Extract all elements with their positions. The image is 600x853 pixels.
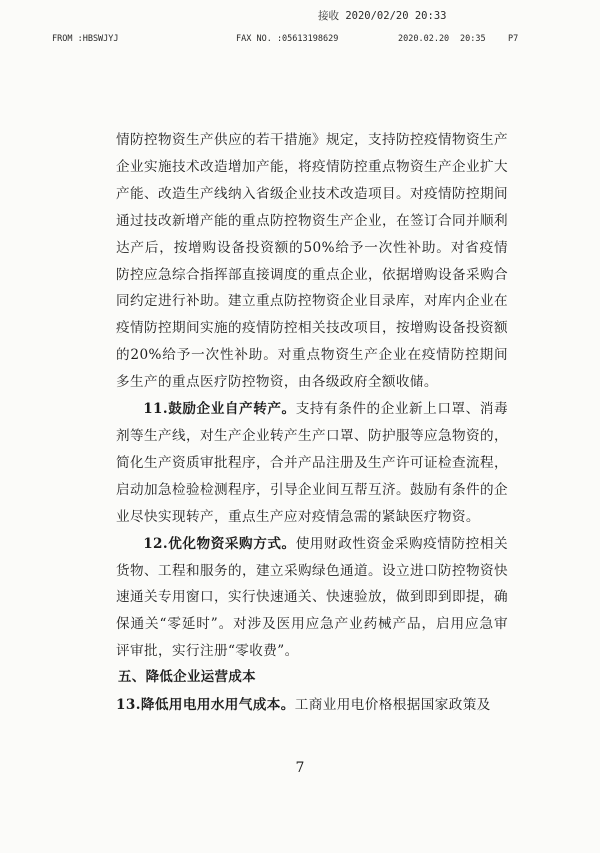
page-number: 7	[295, 760, 305, 776]
paragraph-item-12	[116, 531, 508, 666]
fax-date: 2020.02.20	[398, 34, 450, 44]
paragraph-item-11	[116, 396, 508, 531]
fax-time: 20:35	[460, 34, 486, 44]
paragraph-text: 使用财政性资金采购疫情防控相关货物、工程和服务的，建立采购绿色通道。设立进口防控物资快速通关专用窗口，实行快速通关、快速验放，做到即到即提，确保通关“零延时”。对涉及医用应急产业药械产品，启用应急审评审批，实行注册“零收费”。	[116, 535, 509, 660]
paragraph-item-13	[116, 692, 508, 719]
section-heading: 五、降低企业运营成本	[118, 670, 256, 686]
fax-received-stamp: 接收 2020/02/20 20:33	[318, 10, 447, 22]
fax-page-number: P7	[508, 34, 519, 44]
item-heading: 12.优化物资采购方式。	[143, 535, 296, 552]
paragraph-text: 工商业用电价格根据国家政策及	[294, 697, 491, 714]
item-heading: 13.降低用电用水用气成本。	[116, 697, 295, 714]
document-body	[116, 127, 508, 719]
fax-from: FROM :HBSWJYJ	[52, 34, 119, 44]
fax-header-line	[0, 34, 600, 48]
paragraph-text: 支持有条件的企业新上口罩、消毒剂等生产线，对生产企业转产生产口罩、防护服等应急物资的，简化生产资质审批程序，合并产品注册及生产许可证检查流程，启动加急检验检测程序，引导企业间互帮互济。鼓励有条件的企业尽快实现转产，重点生产应对疫情急需的紧缺医疗物资。	[116, 401, 509, 525]
paragraph-continued	[116, 127, 508, 396]
fax-number: FAX NO. :05613198629	[236, 34, 339, 44]
item-heading: 11.鼓励企业自产转产。	[143, 401, 296, 418]
paragraph-text: 情防控物资生产供应的若干措施》规定，支持防控疫情物资生产企业实施技术改造增加产能，将疫情防控重点物资生产企业扩大产能、改造生产线纳入省级企业技术改造项目。对疫情防控期间通过技改新增产能的重点防控物资生产企业，在签订合同并顺利达产后，按增购设备投资额的50%给予一次性补助。对省疫情防控应急综合指挥部直接调度的重点企业，依据增购设备采购合同约定进行补助。建立重点防控物资企业目录库，对库内企业在疫情防控期间实施的疫情防控相关技改项目，按增购设备投资额的20%给予一次性补助。对重点物资生产企业在疫情防控期间多生产的重点医疗防控物资，由各级政府全额收储。	[116, 132, 508, 391]
